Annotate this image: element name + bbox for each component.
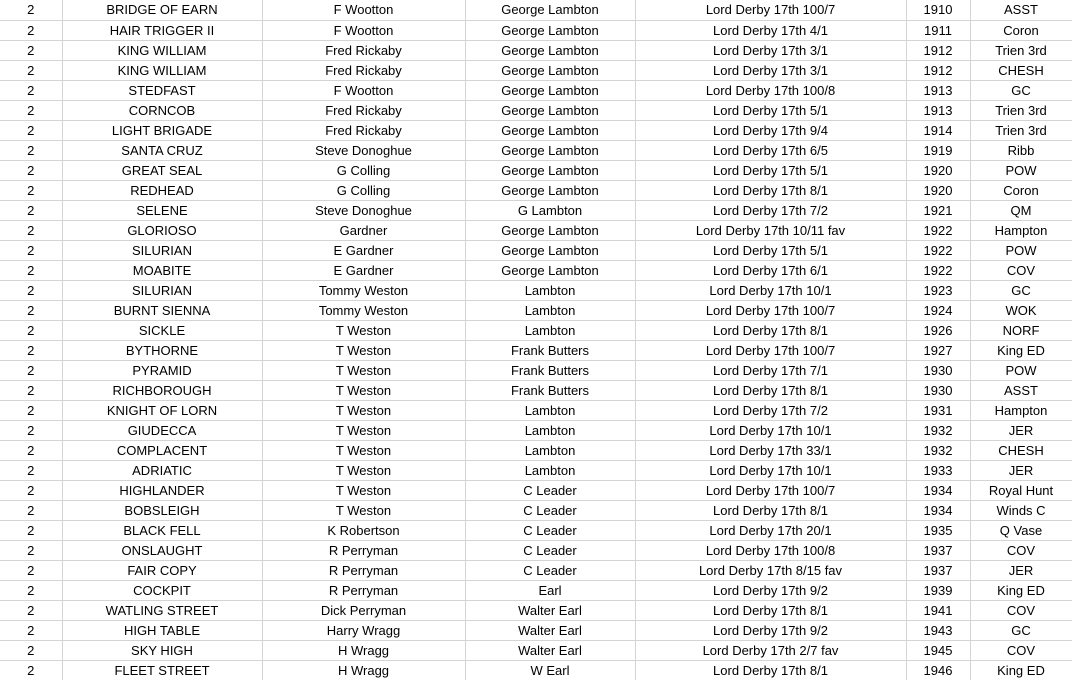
- jockey-cell[interactable]: H Wragg: [262, 640, 465, 660]
- year-cell[interactable]: 1926: [906, 320, 970, 340]
- owner-sp-cell[interactable]: Lord Derby 17th 3/1: [635, 40, 906, 60]
- horse-cell[interactable]: GIUDECCA: [62, 420, 262, 440]
- owner-sp-cell[interactable]: Lord Derby 17th 4/1: [635, 20, 906, 40]
- position-cell[interactable]: 2: [0, 80, 62, 100]
- trainer-cell[interactable]: George Lambton: [465, 0, 635, 20]
- position-cell[interactable]: 2: [0, 280, 62, 300]
- jockey-cell[interactable]: Fred Rickaby: [262, 120, 465, 140]
- table-row: [0, 560, 1072, 580]
- year-cell[interactable]: 1937: [906, 560, 970, 580]
- owner-sp-cell[interactable]: Lord Derby 17th 20/1: [635, 520, 906, 540]
- jockey-cell[interactable]: H Wragg: [262, 660, 465, 680]
- horse-cell[interactable]: HIGH TABLE: [62, 620, 262, 640]
- year-cell[interactable]: 1922: [906, 240, 970, 260]
- trainer-cell[interactable]: C Leader: [465, 560, 635, 580]
- position-cell[interactable]: 2: [0, 260, 62, 280]
- table-row: [0, 300, 1072, 320]
- trainer-cell[interactable]: Lambton: [465, 320, 635, 340]
- table-row: [0, 420, 1072, 440]
- table-row: [0, 520, 1072, 540]
- table-row: [0, 220, 1072, 240]
- jockey-cell[interactable]: T Weston: [262, 500, 465, 520]
- trainer-cell[interactable]: George Lambton: [465, 60, 635, 80]
- jockey-cell[interactable]: T Weston: [262, 320, 465, 340]
- horse-cell[interactable]: SICKLE: [62, 320, 262, 340]
- horse-cell[interactable]: ADRIATIC: [62, 460, 262, 480]
- owner-sp-cell[interactable]: Lord Derby 17th 6/1: [635, 260, 906, 280]
- year-cell[interactable]: 1911: [906, 20, 970, 40]
- year-cell[interactable]: 1919: [906, 140, 970, 160]
- year-cell[interactable]: 1932: [906, 420, 970, 440]
- table-row: [0, 0, 1072, 20]
- race-cell[interactable]: Coron: [970, 180, 1072, 200]
- owner-sp-cell[interactable]: Lord Derby 17th 8/1: [635, 320, 906, 340]
- position-cell[interactable]: 2: [0, 180, 62, 200]
- position-cell[interactable]: 2: [0, 420, 62, 440]
- trainer-cell[interactable]: Frank Butters: [465, 360, 635, 380]
- table-row: [0, 80, 1072, 100]
- trainer-cell[interactable]: C Leader: [465, 520, 635, 540]
- horse-cell[interactable]: KING WILLIAM: [62, 60, 262, 80]
- year-cell[interactable]: 1913: [906, 80, 970, 100]
- table-row: [0, 340, 1072, 360]
- trainer-cell[interactable]: C Leader: [465, 540, 635, 560]
- trainer-cell[interactable]: Lambton: [465, 280, 635, 300]
- year-cell[interactable]: 1930: [906, 360, 970, 380]
- year-cell[interactable]: 1914: [906, 120, 970, 140]
- jockey-cell[interactable]: T Weston: [262, 420, 465, 440]
- position-cell[interactable]: 2: [0, 320, 62, 340]
- jockey-cell[interactable]: Fred Rickaby: [262, 60, 465, 80]
- trainer-cell[interactable]: W Earl: [465, 660, 635, 680]
- owner-sp-cell[interactable]: Lord Derby 17th 100/7: [635, 480, 906, 500]
- trainer-cell[interactable]: C Leader: [465, 480, 635, 500]
- owner-sp-cell[interactable]: Lord Derby 17th 10/1: [635, 280, 906, 300]
- table-row: [0, 260, 1072, 280]
- year-cell[interactable]: 1933: [906, 460, 970, 480]
- year-cell[interactable]: 1937: [906, 540, 970, 560]
- jockey-cell[interactable]: T Weston: [262, 440, 465, 460]
- owner-sp-cell[interactable]: Lord Derby 17th 33/1: [635, 440, 906, 460]
- table-row: [0, 620, 1072, 640]
- table-row: [0, 40, 1072, 60]
- year-cell[interactable]: 1939: [906, 580, 970, 600]
- race-cell[interactable]: COV: [970, 640, 1072, 660]
- horse-cell[interactable]: HAIR TRIGGER II: [62, 20, 262, 40]
- race-cell[interactable]: WOK: [970, 300, 1072, 320]
- jockey-cell[interactable]: Steve Donoghue: [262, 140, 465, 160]
- trainer-cell[interactable]: Lambton: [465, 420, 635, 440]
- horse-cell[interactable]: SKY HIGH: [62, 640, 262, 660]
- race-cell[interactable]: JER: [970, 420, 1072, 440]
- race-cell[interactable]: Winds C: [970, 500, 1072, 520]
- race-cell[interactable]: CHESH: [970, 440, 1072, 460]
- jockey-cell[interactable]: T Weston: [262, 360, 465, 380]
- trainer-cell[interactable]: Walter Earl: [465, 600, 635, 620]
- trainer-cell[interactable]: Earl: [465, 580, 635, 600]
- jockey-cell[interactable]: K Robertson: [262, 520, 465, 540]
- table-row: [0, 480, 1072, 500]
- horse-cell[interactable]: ONSLAUGHT: [62, 540, 262, 560]
- table-row: [0, 460, 1072, 480]
- jockey-cell[interactable]: T Weston: [262, 460, 465, 480]
- owner-sp-cell[interactable]: Lord Derby 17th 7/2: [635, 400, 906, 420]
- race-cell[interactable]: GC: [970, 620, 1072, 640]
- trainer-cell[interactable]: Lambton: [465, 440, 635, 460]
- trainer-cell[interactable]: George Lambton: [465, 160, 635, 180]
- trainer-cell[interactable]: George Lambton: [465, 260, 635, 280]
- race-cell[interactable]: GC: [970, 280, 1072, 300]
- race-cell[interactable]: POW: [970, 240, 1072, 260]
- horse-cell[interactable]: MOABITE: [62, 260, 262, 280]
- owner-sp-cell[interactable]: Lord Derby 17th 100/8: [635, 80, 906, 100]
- owner-sp-cell[interactable]: Lord Derby 17th 10/11 fav: [635, 220, 906, 240]
- position-cell[interactable]: 2: [0, 580, 62, 600]
- horse-cell[interactable]: REDHEAD: [62, 180, 262, 200]
- position-cell[interactable]: 2: [0, 500, 62, 520]
- position-cell[interactable]: 2: [0, 220, 62, 240]
- position-cell[interactable]: 2: [0, 20, 62, 40]
- jockey-cell[interactable]: G Colling: [262, 180, 465, 200]
- jockey-cell[interactable]: F Wootton: [262, 20, 465, 40]
- year-cell[interactable]: 1934: [906, 500, 970, 520]
- owner-sp-cell[interactable]: Lord Derby 17th 100/7: [635, 300, 906, 320]
- table-row: [0, 660, 1072, 680]
- year-cell[interactable]: 1941: [906, 600, 970, 620]
- race-cell[interactable]: POW: [970, 160, 1072, 180]
- race-cell[interactable]: CHESH: [970, 60, 1072, 80]
- year-cell[interactable]: 1920: [906, 160, 970, 180]
- trainer-cell[interactable]: George Lambton: [465, 20, 635, 40]
- owner-sp-cell[interactable]: Lord Derby 17th 100/7: [635, 340, 906, 360]
- owner-sp-cell[interactable]: Lord Derby 17th 7/2: [635, 200, 906, 220]
- table-row: [0, 600, 1072, 620]
- owner-sp-cell[interactable]: Lord Derby 17th 10/1: [635, 460, 906, 480]
- trainer-cell[interactable]: George Lambton: [465, 40, 635, 60]
- jockey-cell[interactable]: Harry Wragg: [262, 620, 465, 640]
- trainer-cell[interactable]: Lambton: [465, 400, 635, 420]
- position-cell[interactable]: 2: [0, 200, 62, 220]
- race-cell[interactable]: Hampton: [970, 220, 1072, 240]
- horse-cell[interactable]: SELENE: [62, 200, 262, 220]
- table-row: [0, 320, 1072, 340]
- position-cell[interactable]: 2: [0, 480, 62, 500]
- table-row: [0, 580, 1072, 600]
- trainer-cell[interactable]: Walter Earl: [465, 620, 635, 640]
- trainer-cell[interactable]: G Lambton: [465, 200, 635, 220]
- owner-sp-cell[interactable]: Lord Derby 17th 8/1: [635, 660, 906, 680]
- owner-sp-cell[interactable]: Lord Derby 17th 9/2: [635, 620, 906, 640]
- race-cell[interactable]: ASST: [970, 380, 1072, 400]
- horse-cell[interactable]: SILURIAN: [62, 240, 262, 260]
- owner-sp-cell[interactable]: Lord Derby 17th 8/1: [635, 180, 906, 200]
- year-cell[interactable]: 1935: [906, 520, 970, 540]
- race-cell[interactable]: King ED: [970, 580, 1072, 600]
- year-cell[interactable]: 1912: [906, 40, 970, 60]
- position-cell[interactable]: 2: [0, 660, 62, 680]
- position-cell[interactable]: 2: [0, 160, 62, 180]
- horse-cell[interactable]: RICHBOROUGH: [62, 380, 262, 400]
- table-row: [0, 140, 1072, 160]
- position-cell[interactable]: 2: [0, 340, 62, 360]
- horse-cell[interactable]: CORNCOB: [62, 100, 262, 120]
- trainer-cell[interactable]: George Lambton: [465, 120, 635, 140]
- position-cell[interactable]: 2: [0, 0, 62, 20]
- trainer-cell[interactable]: Frank Butters: [465, 340, 635, 360]
- race-cell[interactable]: Trien 3rd: [970, 120, 1072, 140]
- position-cell[interactable]: 2: [0, 620, 62, 640]
- jockey-cell[interactable]: R Perryman: [262, 580, 465, 600]
- jockey-cell[interactable]: T Weston: [262, 400, 465, 420]
- year-cell[interactable]: 1921: [906, 200, 970, 220]
- horse-cell[interactable]: COCKPIT: [62, 580, 262, 600]
- year-cell[interactable]: 1910: [906, 0, 970, 20]
- year-cell[interactable]: 1934: [906, 480, 970, 500]
- table-row: [0, 280, 1072, 300]
- jockey-cell[interactable]: F Wootton: [262, 0, 465, 20]
- race-cell[interactable]: Ribb: [970, 140, 1072, 160]
- year-cell[interactable]: 1920: [906, 180, 970, 200]
- year-cell[interactable]: 1927: [906, 340, 970, 360]
- owner-sp-cell[interactable]: Lord Derby 17th 6/5: [635, 140, 906, 160]
- jockey-cell[interactable]: T Weston: [262, 480, 465, 500]
- trainer-cell[interactable]: George Lambton: [465, 100, 635, 120]
- race-cell[interactable]: Trien 3rd: [970, 40, 1072, 60]
- race-cell[interactable]: COV: [970, 540, 1072, 560]
- jockey-cell[interactable]: R Perryman: [262, 560, 465, 580]
- horse-cell[interactable]: WATLING STREET: [62, 600, 262, 620]
- owner-sp-cell[interactable]: Lord Derby 17th 3/1: [635, 60, 906, 80]
- owner-sp-cell[interactable]: Lord Derby 17th 5/1: [635, 100, 906, 120]
- race-cell[interactable]: JER: [970, 460, 1072, 480]
- owner-sp-cell[interactable]: Lord Derby 17th 9/2: [635, 580, 906, 600]
- position-cell[interactable]: 2: [0, 380, 62, 400]
- jockey-cell[interactable]: Fred Rickaby: [262, 40, 465, 60]
- horse-cell[interactable]: BRIDGE OF EARN: [62, 0, 262, 20]
- table-row: [0, 160, 1072, 180]
- trainer-cell[interactable]: George Lambton: [465, 140, 635, 160]
- year-cell[interactable]: 1912: [906, 60, 970, 80]
- horse-cell[interactable]: KING WILLIAM: [62, 40, 262, 60]
- race-cell[interactable]: Q Vase: [970, 520, 1072, 540]
- position-cell[interactable]: 2: [0, 440, 62, 460]
- horse-cell[interactable]: HIGHLANDER: [62, 480, 262, 500]
- owner-sp-cell[interactable]: Lord Derby 17th 5/1: [635, 240, 906, 260]
- owner-sp-cell[interactable]: Lord Derby 17th 100/7: [635, 0, 906, 20]
- race-cell[interactable]: King ED: [970, 660, 1072, 680]
- table-row: [0, 120, 1072, 140]
- trainer-cell[interactable]: George Lambton: [465, 80, 635, 100]
- year-cell[interactable]: 1931: [906, 400, 970, 420]
- position-cell[interactable]: 2: [0, 560, 62, 580]
- position-cell[interactable]: 2: [0, 460, 62, 480]
- table-row: [0, 500, 1072, 520]
- position-cell[interactable]: 2: [0, 300, 62, 320]
- owner-sp-cell[interactable]: Lord Derby 17th 8/1: [635, 500, 906, 520]
- owner-sp-cell[interactable]: Lord Derby 17th 2/7 fav: [635, 640, 906, 660]
- year-cell[interactable]: 1922: [906, 260, 970, 280]
- race-cell[interactable]: Coron: [970, 20, 1072, 40]
- horse-cell[interactable]: GLORIOSO: [62, 220, 262, 240]
- position-cell[interactable]: 2: [0, 600, 62, 620]
- jockey-cell[interactable]: Steve Donoghue: [262, 200, 465, 220]
- position-cell[interactable]: 2: [0, 540, 62, 560]
- jockey-cell[interactable]: T Weston: [262, 380, 465, 400]
- horse-cell[interactable]: SILURIAN: [62, 280, 262, 300]
- horse-cell[interactable]: COMPLACENT: [62, 440, 262, 460]
- year-cell[interactable]: 1943: [906, 620, 970, 640]
- trainer-cell[interactable]: Lambton: [465, 460, 635, 480]
- year-cell[interactable]: 1930: [906, 380, 970, 400]
- race-cell[interactable]: COV: [970, 260, 1072, 280]
- owner-sp-cell[interactable]: Lord Derby 17th 8/1: [635, 600, 906, 620]
- race-cell[interactable]: Trien 3rd: [970, 100, 1072, 120]
- race-cell[interactable]: Royal Hunt: [970, 480, 1072, 500]
- owner-sp-cell[interactable]: Lord Derby 17th 5/1: [635, 160, 906, 180]
- owner-sp-cell[interactable]: Lord Derby 17th 8/15 fav: [635, 560, 906, 580]
- table-row: [0, 360, 1072, 380]
- jockey-cell[interactable]: R Perryman: [262, 540, 465, 560]
- table-row: [0, 20, 1072, 40]
- owner-sp-cell[interactable]: Lord Derby 17th 10/1: [635, 420, 906, 440]
- position-cell[interactable]: 2: [0, 520, 62, 540]
- race-cell[interactable]: ASST: [970, 0, 1072, 20]
- jockey-cell[interactable]: F Wootton: [262, 80, 465, 100]
- owner-sp-cell[interactable]: Lord Derby 17th 9/4: [635, 120, 906, 140]
- year-cell[interactable]: 1922: [906, 220, 970, 240]
- race-cell[interactable]: COV: [970, 600, 1072, 620]
- jockey-cell[interactable]: Fred Rickaby: [262, 100, 465, 120]
- table-row: [0, 60, 1072, 80]
- jockey-cell[interactable]: Gardner: [262, 220, 465, 240]
- owner-sp-cell[interactable]: Lord Derby 17th 8/1: [635, 380, 906, 400]
- trainer-cell[interactable]: C Leader: [465, 500, 635, 520]
- horse-cell[interactable]: STEDFAST: [62, 80, 262, 100]
- table-row: [0, 180, 1072, 200]
- trainer-cell[interactable]: Frank Butters: [465, 380, 635, 400]
- jockey-cell[interactable]: Tommy Weston: [262, 300, 465, 320]
- position-cell[interactable]: 2: [0, 240, 62, 260]
- owner-sp-cell[interactable]: Lord Derby 17th 100/8: [635, 540, 906, 560]
- race-cell[interactable]: QM: [970, 200, 1072, 220]
- year-cell[interactable]: 1932: [906, 440, 970, 460]
- horse-cell[interactable]: BYTHORNE: [62, 340, 262, 360]
- position-cell[interactable]: 2: [0, 60, 62, 80]
- table-row: [0, 100, 1072, 120]
- table-row: [0, 540, 1072, 560]
- horse-cell[interactable]: BOBSLEIGH: [62, 500, 262, 520]
- year-cell[interactable]: 1924: [906, 300, 970, 320]
- jockey-cell[interactable]: E Gardner: [262, 260, 465, 280]
- horse-cell[interactable]: LIGHT BRIGADE: [62, 120, 262, 140]
- year-cell[interactable]: 1945: [906, 640, 970, 660]
- horse-cell[interactable]: SANTA CRUZ: [62, 140, 262, 160]
- year-cell[interactable]: 1913: [906, 100, 970, 120]
- jockey-cell[interactable]: Dick Perryman: [262, 600, 465, 620]
- horse-cell[interactable]: GREAT SEAL: [62, 160, 262, 180]
- owner-sp-cell[interactable]: Lord Derby 17th 7/1: [635, 360, 906, 380]
- horse-cell[interactable]: BLACK FELL: [62, 520, 262, 540]
- race-cell[interactable]: JER: [970, 560, 1072, 580]
- trainer-cell[interactable]: George Lambton: [465, 180, 635, 200]
- race-cell[interactable]: NORF: [970, 320, 1072, 340]
- horse-cell[interactable]: FAIR COPY: [62, 560, 262, 580]
- race-cell[interactable]: GC: [970, 80, 1072, 100]
- horse-cell[interactable]: BURNT SIENNA: [62, 300, 262, 320]
- table-row: [0, 400, 1072, 420]
- position-cell[interactable]: 2: [0, 360, 62, 380]
- jockey-cell[interactable]: Tommy Weston: [262, 280, 465, 300]
- position-cell[interactable]: 2: [0, 40, 62, 60]
- position-cell[interactable]: 2: [0, 100, 62, 120]
- race-cell[interactable]: King ED: [970, 340, 1072, 360]
- year-cell[interactable]: 1923: [906, 280, 970, 300]
- trainer-cell[interactable]: George Lambton: [465, 220, 635, 240]
- position-cell[interactable]: 2: [0, 140, 62, 160]
- table-row: [0, 240, 1072, 260]
- horse-cell[interactable]: FLEET STREET: [62, 660, 262, 680]
- trainer-cell[interactable]: Walter Earl: [465, 640, 635, 660]
- table-row: [0, 380, 1072, 400]
- table-row: [0, 640, 1072, 660]
- trainer-cell[interactable]: George Lambton: [465, 240, 635, 260]
- table-row: [0, 200, 1072, 220]
- horse-cell[interactable]: PYRAMID: [62, 360, 262, 380]
- trainer-cell[interactable]: Lambton: [465, 300, 635, 320]
- jockey-cell[interactable]: T Weston: [262, 340, 465, 360]
- table-row: [0, 440, 1072, 460]
- race-cell[interactable]: POW: [970, 360, 1072, 380]
- position-cell[interactable]: 2: [0, 400, 62, 420]
- jockey-cell[interactable]: E Gardner: [262, 240, 465, 260]
- horse-cell[interactable]: KNIGHT OF LORN: [62, 400, 262, 420]
- position-cell[interactable]: 2: [0, 120, 62, 140]
- position-cell[interactable]: 2: [0, 640, 62, 660]
- race-cell[interactable]: Hampton: [970, 400, 1072, 420]
- jockey-cell[interactable]: G Colling: [262, 160, 465, 180]
- year-cell[interactable]: 1946: [906, 660, 970, 680]
